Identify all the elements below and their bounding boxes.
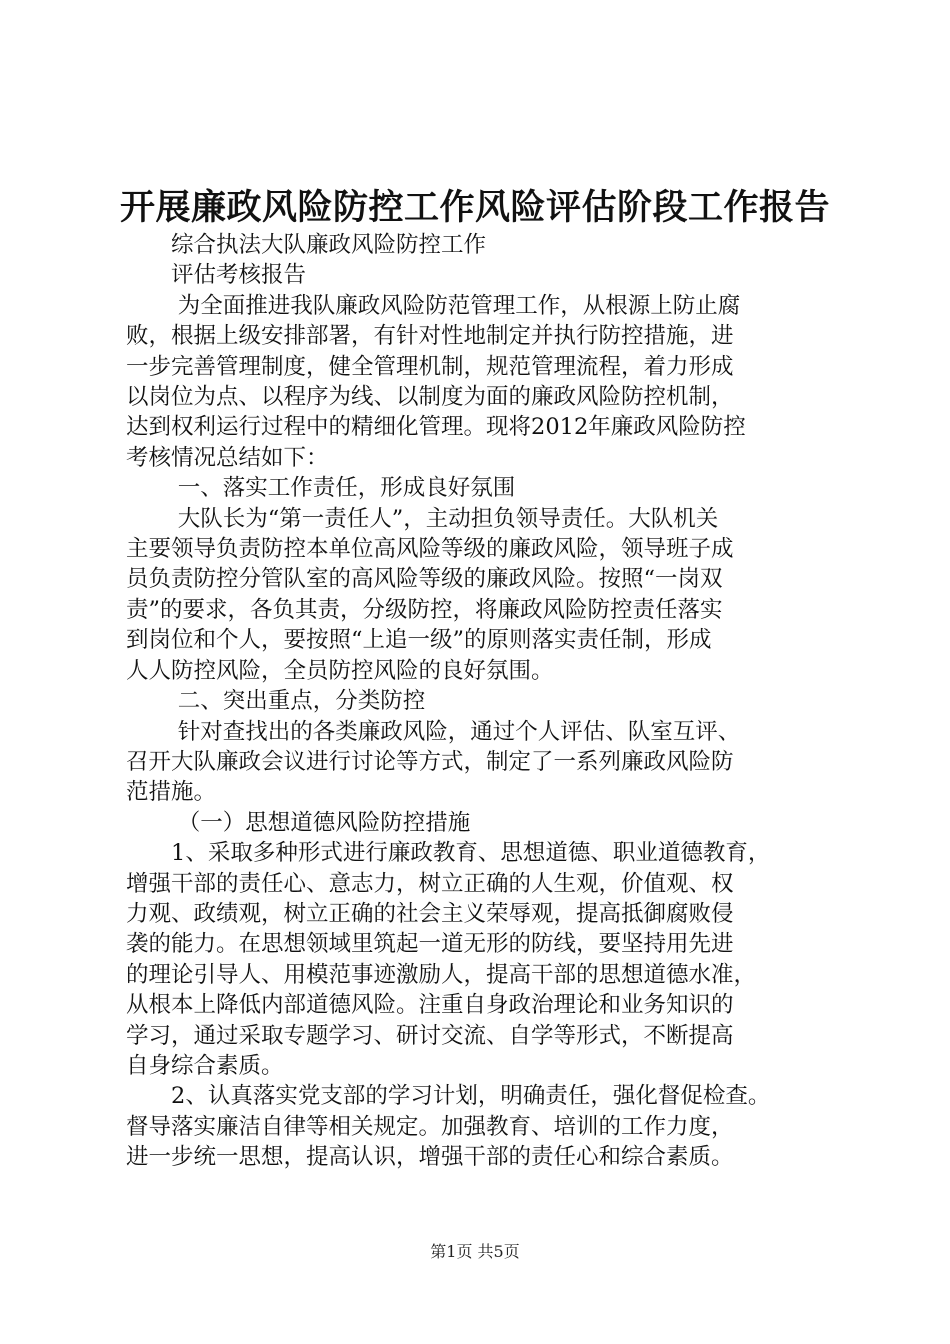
body-line: 责”的要求，各负其责，分级防控，将廉政风险防控责任落实 [126,596,723,623]
body-line: 学习，通过采取专题学习、研讨交流、自学等形式，不断提高 [126,1022,734,1049]
document-title: 开展廉政风险防控工作风险评估阶段工作报告 [119,188,830,228]
body-line: 败，根据上级安排部署，有针对性地制定并执行防控措施，进 [126,323,734,350]
body-line: 为全面推进我队廉政风险防范管理工作，从根源上防止腐 [177,292,741,319]
body-line: 召开大队廉政会议进行讨论等方式，制定了一系列廉政风险防 [126,748,734,775]
body-line: 的理论引导人、用模范事迹激励人，提高干部的思想道德水准， [126,961,757,988]
document-body [126,230,838,1173]
body-line: 范措施。 [126,779,217,806]
body-line: 综合执法大队廉政风险防控工作 [171,232,487,258]
body-line: 主要领导负责防控本单位高风险等级的廉政风险，领导班子成 [126,536,734,563]
body-line: 2、认真落实党支部的学习计划，明确责任，强化督促检查。 [171,1083,771,1110]
body-line: 增强干部的责任心、意志力，树立正确的人生观，价值观、权 [126,870,734,897]
body-line: 力观、政绩观，树立正确的社会主义荣辱观，提高抵御腐败侵 [126,900,734,927]
body-line: 大队长为“第一责任人”，主动担负领导责任。大队机关 [177,505,719,532]
body-line: 进一步统一思想，提高认识，增强干部的责任心和综合素质。 [126,1144,734,1171]
body-line: 到岗位和个人，要按照“上追一级”的原则落实责任制，形成 [126,627,712,654]
body-line: 自身综合素质。 [126,1052,284,1079]
body-line: 员负责防控分管队室的高风险等级的廉政风险。按照“一岗双 [126,566,723,593]
body-line: 一、落实工作责任，形成良好氛围 [177,475,516,502]
body-line: 评估考核报告 [171,262,307,289]
body-line: 考核情况总结如下： [126,444,329,471]
body-line: 1、采取多种形式进行廉政教育、思想道德、职业道德教育， [171,840,771,867]
body-line: 袭的能力。在思想领域里筑起一道无形的防线，要坚持用先进 [126,931,734,958]
page-footer: 第1页 共5页 [430,1242,520,1261]
body-line: 以岗位为点、以程序为线、以制度为面的廉政风险防控机制， [126,384,734,411]
body-line: 督导落实廉洁自律等相关规定。加强教育、培训的工作力度， [126,1113,734,1140]
body-line: 一步完善管理制度，健全管理机制，规范管理流程，着力形成 [126,353,734,380]
body-line: 从根本上降低内部道德风险。注重自身政治理论和业务知识的 [126,992,734,1019]
body-line: 人人防控风险，全员防控风险的良好氛围。 [126,657,554,684]
body-line: 针对查找出的各类廉政风险，通过个人评估、队室互评、 [177,718,741,745]
body-line: （一）思想道德风险防控措施 [177,809,471,836]
body-line: 达到权利运行过程中的精细化管理。现将2012年廉政风险防控 [126,414,746,441]
body-line: 二、突出重点，分类防控 [177,688,426,715]
